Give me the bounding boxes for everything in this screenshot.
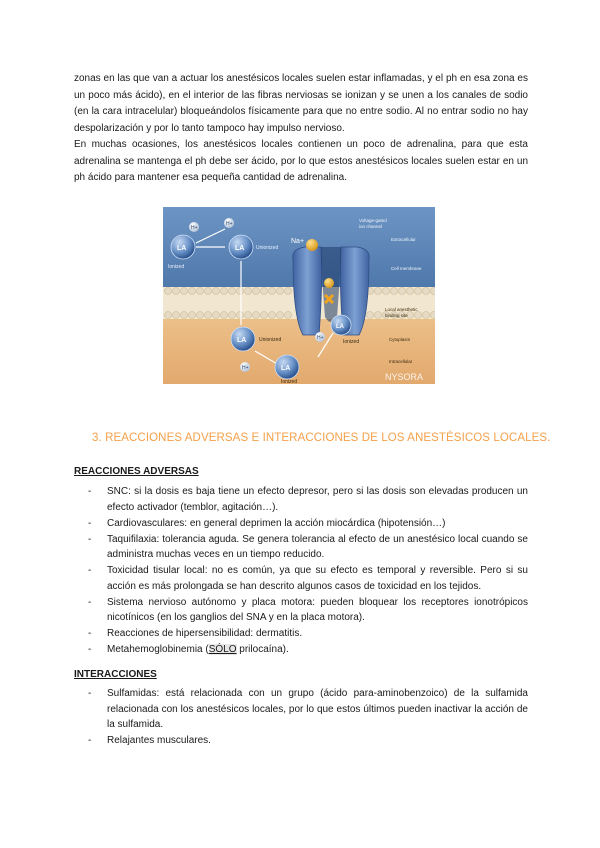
svg-text:Local anesthetic: Local anesthetic — [385, 307, 418, 312]
adverse-reactions-list — [74, 484, 528, 658]
section-heading: 3. REACCIONES ADVERSAS E INTERACCIONES DE LOS ANESTÉSICOS LOCALES. — [92, 432, 551, 444]
metahemo-suffix: prilocaína). — [236, 644, 289, 655]
svg-text:Voltage-gated: Voltage-gated — [359, 218, 387, 223]
svg-text:Extracellular: Extracellular — [391, 237, 416, 242]
svg-text:Cell membrane: Cell membrane — [391, 266, 422, 271]
svg-text:H+: H+ — [317, 335, 324, 341]
svg-text:H+: H+ — [226, 221, 233, 227]
nysora-logo: NYSORA — [385, 372, 424, 382]
highlighted-text: SÓLO — [208, 644, 237, 655]
svg-text:LA: LA — [336, 324, 344, 330]
list-item: - Reacciones de hipersensibilidad: dermatitis. — [74, 626, 528, 642]
svg-text:LA: LA — [237, 337, 247, 344]
svg-text:Cytoplasm: Cytoplasm — [389, 337, 411, 342]
interactions-list — [74, 686, 528, 749]
sodium-ion-in-channel — [324, 278, 334, 288]
la-label: LA — [235, 245, 245, 252]
list-item: - Cardiovasculares: en general deprimen la acción miocárdica (hipotensión…) — [74, 516, 528, 532]
sodium-label: Na+ — [291, 238, 305, 245]
adverse-reactions-title: REACCIONES ADVERSAS — [74, 466, 199, 477]
list-item: - Taquifilaxia: tolerancia aguda. Se genera tolerancia al efecto de un anestésico local cuando se administra muchas veces en un tiempo reducido. — [74, 532, 528, 563]
list-item: - Sulfamidas: está relacionada con un grupo (ácido para-aminobenzoico) de la sulfamida relacionada con los anestésicos locales, por lo que estos últimos pueden inactivar la acción de la sulfamida. — [74, 686, 528, 733]
h-ion-top — [224, 218, 234, 228]
svg-text:Unionized: Unionized — [259, 337, 282, 343]
svg-text:ion channel: ion channel — [359, 224, 383, 229]
local-anesthetic-mechanism-figure — [163, 207, 435, 384]
list-item: - Relajantes musculares. — [74, 733, 528, 749]
svg-text:Ionized: Ionized — [343, 339, 360, 345]
la-label: LA — [177, 245, 187, 252]
sodium-ion — [306, 239, 318, 251]
unionized-label: Unionized — [256, 245, 279, 251]
svg-text:H+: H+ — [242, 365, 249, 371]
svg-text:Ionized: Ionized — [281, 379, 298, 384]
ionized-label: Ionized — [168, 264, 185, 270]
sodium-channel — [293, 247, 370, 335]
h-label: H+ — [191, 225, 198, 231]
svg-text:binding site: binding site — [385, 313, 408, 318]
list-item: - Toxicidad tisular local: no es común, ya que su efecto es temporal y reversible. Pero si su acción es más prolongada se han descrito algunos casos de toxicidad en los tejidos. — [74, 563, 528, 594]
svg-text:LA: LA — [281, 365, 291, 372]
metahemo-prefix: Metahemoglobinemia ( — [107, 644, 209, 655]
interactions-title: INTERACCIONES — [74, 669, 157, 680]
intro-paragraph-1: zonas en las que van a actuar los anestésicos locales suelen estar inflamadas, y el ph en esa zona es un poco más ácido), en el interior de las fibras nerviosas se ionizan y se unen a los canales de sodio (en la cara intracelular) bloqueándolos físicamente para que no entre sodio. Al no entrar sodio no hay despolarización y por lo tanto tampoco hay impulso nervioso. — [74, 73, 528, 134]
intro-paragraph-2: En muchas ocasiones, los anestésicos locales contienen un poco de adrenalina, para que esta adrenalina se mantenga el ph debe ser ácido, por lo que estos anestésicos locales suelen estar en un ph ácido para mantener esa pequeña cantidad de adrenalina. — [74, 139, 528, 183]
list-item: - Sistema nervioso autónomo y placa motora: pueden bloquear los receptores ionotrópicos nicotínicos (en los ganglios del SNA y en la placa motora). — [74, 595, 528, 626]
list-item-metahemoglobinemia — [74, 642, 528, 658]
list-item: - SNC: si la dosis es baja tiene un efecto depresor, pero si las dosis son elevadas producen un efecto activador (temblor, agitación…). — [74, 484, 528, 515]
svg-text:Intracellular: Intracellular — [389, 359, 413, 364]
